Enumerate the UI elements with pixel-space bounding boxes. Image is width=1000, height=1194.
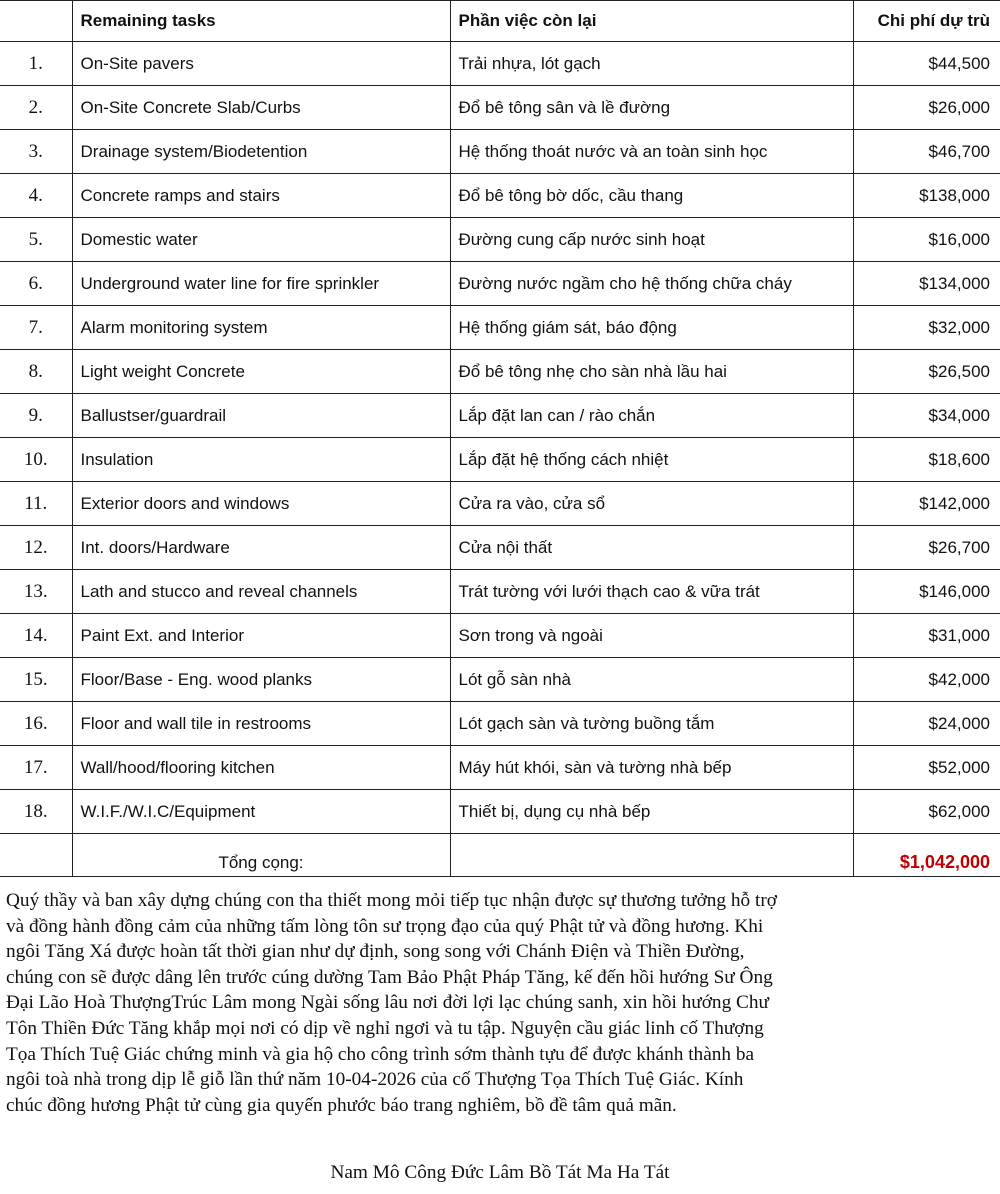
- task-english: Int. doors/Hardware: [72, 526, 450, 570]
- message-line: Tôn Thiền Đức Tăng khắp mọi nơi có dịp về nghỉ ngơi và tu tập. Nguyện cầu giác linh cố Thượng: [6, 1017, 764, 1039]
- task-vietnamese: Đường cung cấp nước sinh hoạt: [450, 218, 853, 262]
- row-number: 2.: [0, 86, 72, 130]
- task-english: Insulation: [72, 438, 450, 482]
- message-line: Quý thầy và ban xây dựng chúng con tha thiết mong mỏi tiếp tục nhận được sự thương tưởng hỗ trợ: [6, 890, 777, 911]
- total-empty-cell: [0, 834, 72, 877]
- task-cost: $26,700: [853, 526, 1000, 570]
- task-rows: [0, 42, 1000, 834]
- table-row: [0, 394, 1000, 438]
- row-number: 5.: [0, 218, 72, 262]
- task-vietnamese: Sơn trong và ngoài: [450, 614, 853, 658]
- task-english: Floor and wall tile in restrooms: [72, 702, 450, 746]
- task-vietnamese: Đường nước ngầm cho hệ thống chữa cháy: [450, 262, 853, 306]
- task-cost: $146,000: [853, 570, 1000, 614]
- task-cost: $44,500: [853, 42, 1000, 86]
- task-english: Light weight Concrete: [72, 350, 450, 394]
- task-english: Domestic water: [72, 218, 450, 262]
- task-english: Wall/hood/flooring kitchen: [72, 746, 450, 790]
- closing-chant: Nam Mô Công Đức Lâm Bồ Tát Ma Ha Tát: [330, 1162, 670, 1183]
- task-english: On-Site pavers: [72, 42, 450, 86]
- task-vietnamese: Trát tường với lưới thạch cao & vữa trát: [450, 570, 853, 614]
- table-row: [0, 306, 1000, 350]
- task-vietnamese: Cửa nội thất: [450, 526, 853, 570]
- header-cost: Chi phí dự trù: [853, 1, 1000, 42]
- task-vietnamese: Cửa ra vào, cửa sổ: [450, 482, 853, 526]
- table-row: [0, 438, 1000, 482]
- task-english: Alarm monitoring system: [72, 306, 450, 350]
- task-cost: $52,000: [853, 746, 1000, 790]
- table-row: [0, 42, 1000, 86]
- task-english: Exterior doors and windows: [72, 482, 450, 526]
- table-row: [0, 614, 1000, 658]
- task-vietnamese: Lắp đặt lan can / rào chắn: [450, 394, 853, 438]
- task-english: On-Site Concrete Slab/Curbs: [72, 86, 450, 130]
- message-line: chúc đồng hương Phật tử cùng gia quyến phước báo trang nghiêm, bồ đề tâm quả mãn.: [6, 1094, 677, 1116]
- task-cost: $24,000: [853, 702, 1000, 746]
- task-cost: $142,000: [853, 482, 1000, 526]
- message-line: chúng con sẽ được dâng lên trước cúng dường Tam Bảo Phật Pháp Tăng, kế đến hồi hướng Sư Ông: [6, 966, 773, 988]
- table-row: [0, 482, 1000, 526]
- task-vietnamese: Hệ thống thoát nước và an toàn sinh học: [450, 130, 853, 174]
- table-row: [0, 218, 1000, 262]
- row-number: 6.: [0, 262, 72, 306]
- task-vietnamese: Lắp đặt hệ thống cách nhiệt: [450, 438, 853, 482]
- message-line: ngôi toà nhà trong dịp lễ giỗ lần thứ năm 10-04-2026 của cố Thượng Tọa Thích Tuệ Giác. Kính: [6, 1069, 744, 1091]
- total-value: $1,042,000: [853, 834, 1000, 877]
- message-line: Tọa Thích Tuệ Giác chứng minh và gia hộ cho công trình sớm thành tựu để được khánh thành ba: [6, 1043, 755, 1065]
- row-number: 11.: [0, 482, 72, 526]
- task-english: Paint Ext. and Interior: [72, 614, 450, 658]
- task-english: Lath and stucco and reveal channels: [72, 570, 450, 614]
- task-cost: $46,700: [853, 130, 1000, 174]
- table-row: [0, 130, 1000, 174]
- row-number: 3.: [0, 130, 72, 174]
- row-number: 15.: [0, 658, 72, 702]
- table-row: [0, 526, 1000, 570]
- message-line: và đồng hành đồng cảm của những tấm lòng tôn sư trọng đạo của quý Phật tử và đồng hương. Khi: [6, 915, 764, 937]
- row-number: 1.: [0, 42, 72, 86]
- task-cost: $18,600: [853, 438, 1000, 482]
- row-number: 12.: [0, 526, 72, 570]
- task-cost: $34,000: [853, 394, 1000, 438]
- table-row: [0, 174, 1000, 218]
- task-vietnamese: Thiết bị, dụng cụ nhà bếp: [450, 790, 853, 834]
- row-number: 10.: [0, 438, 72, 482]
- row-number: 7.: [0, 306, 72, 350]
- header-remaining-tasks: Remaining tasks: [72, 1, 450, 42]
- task-english: Floor/Base - Eng. wood planks: [72, 658, 450, 702]
- header-phan-viec: Phần việc còn lại: [450, 1, 853, 42]
- table-row: [0, 262, 1000, 306]
- task-vietnamese: Lót gạch sàn và tường buồng tắm: [450, 702, 853, 746]
- table-row: [0, 350, 1000, 394]
- total-label: Tổng cọng:: [72, 834, 450, 877]
- table-row: [0, 570, 1000, 614]
- task-cost: $62,000: [853, 790, 1000, 834]
- appeal-message: [6, 888, 996, 1118]
- total-empty-cell: [450, 834, 853, 877]
- task-cost: $26,000: [853, 86, 1000, 130]
- row-number: 4.: [0, 174, 72, 218]
- task-cost: $16,000: [853, 218, 1000, 262]
- task-cost: $31,000: [853, 614, 1000, 658]
- task-cost: $134,000: [853, 262, 1000, 306]
- task-english: Drainage system/Biodetention: [72, 130, 450, 174]
- task-vietnamese: Hệ thống giám sát, báo động: [450, 306, 853, 350]
- row-number: 16.: [0, 702, 72, 746]
- task-cost: $42,000: [853, 658, 1000, 702]
- row-number: 13.: [0, 570, 72, 614]
- table-row: [0, 790, 1000, 834]
- task-vietnamese: Đổ bê tông sân và lề đường: [450, 86, 853, 130]
- row-number: 8.: [0, 350, 72, 394]
- task-cost: $138,000: [853, 174, 1000, 218]
- header-number: [0, 1, 72, 42]
- task-cost: $26,500: [853, 350, 1000, 394]
- task-english: W.I.F./W.I.C/Equipment: [72, 790, 450, 834]
- task-english: Ballustser/guardrail: [72, 394, 450, 438]
- task-vietnamese: Trải nhựa, lót gạch: [450, 42, 853, 86]
- table-row: [0, 86, 1000, 130]
- task-english: Concrete ramps and stairs: [72, 174, 450, 218]
- task-vietnamese: Đổ bê tông bờ dốc, cầu thang: [450, 174, 853, 218]
- row-number: 9.: [0, 394, 72, 438]
- message-line: ngôi Tăng Xá được hoàn tất thời gian như dự định, song song với Chánh Điện và Thiền Đường,: [6, 941, 745, 963]
- table-row: [0, 702, 1000, 746]
- table-header-row: [0, 1, 1000, 42]
- row-number: 17.: [0, 746, 72, 790]
- task-vietnamese: Lót gỗ sàn nhà: [450, 658, 853, 702]
- task-english: Underground water line for fire sprinkler: [72, 262, 450, 306]
- task-cost: $32,000: [853, 306, 1000, 350]
- row-number: 14.: [0, 614, 72, 658]
- table-row: [0, 658, 1000, 702]
- total-row: [0, 834, 1000, 877]
- task-vietnamese: Máy hút khói, sàn và tường nhà bếp: [450, 746, 853, 790]
- table-row: [0, 746, 1000, 790]
- task-vietnamese: Đổ bê tông nhẹ cho sàn nhà lầu hai: [450, 350, 853, 394]
- row-number: 18.: [0, 790, 72, 834]
- message-line: Đại Lão Hoà ThượngTrúc Lâm mong Ngài sống lâu nơi đời lợi lạc chúng sanh, xin hồi hướng Chư: [6, 992, 769, 1014]
